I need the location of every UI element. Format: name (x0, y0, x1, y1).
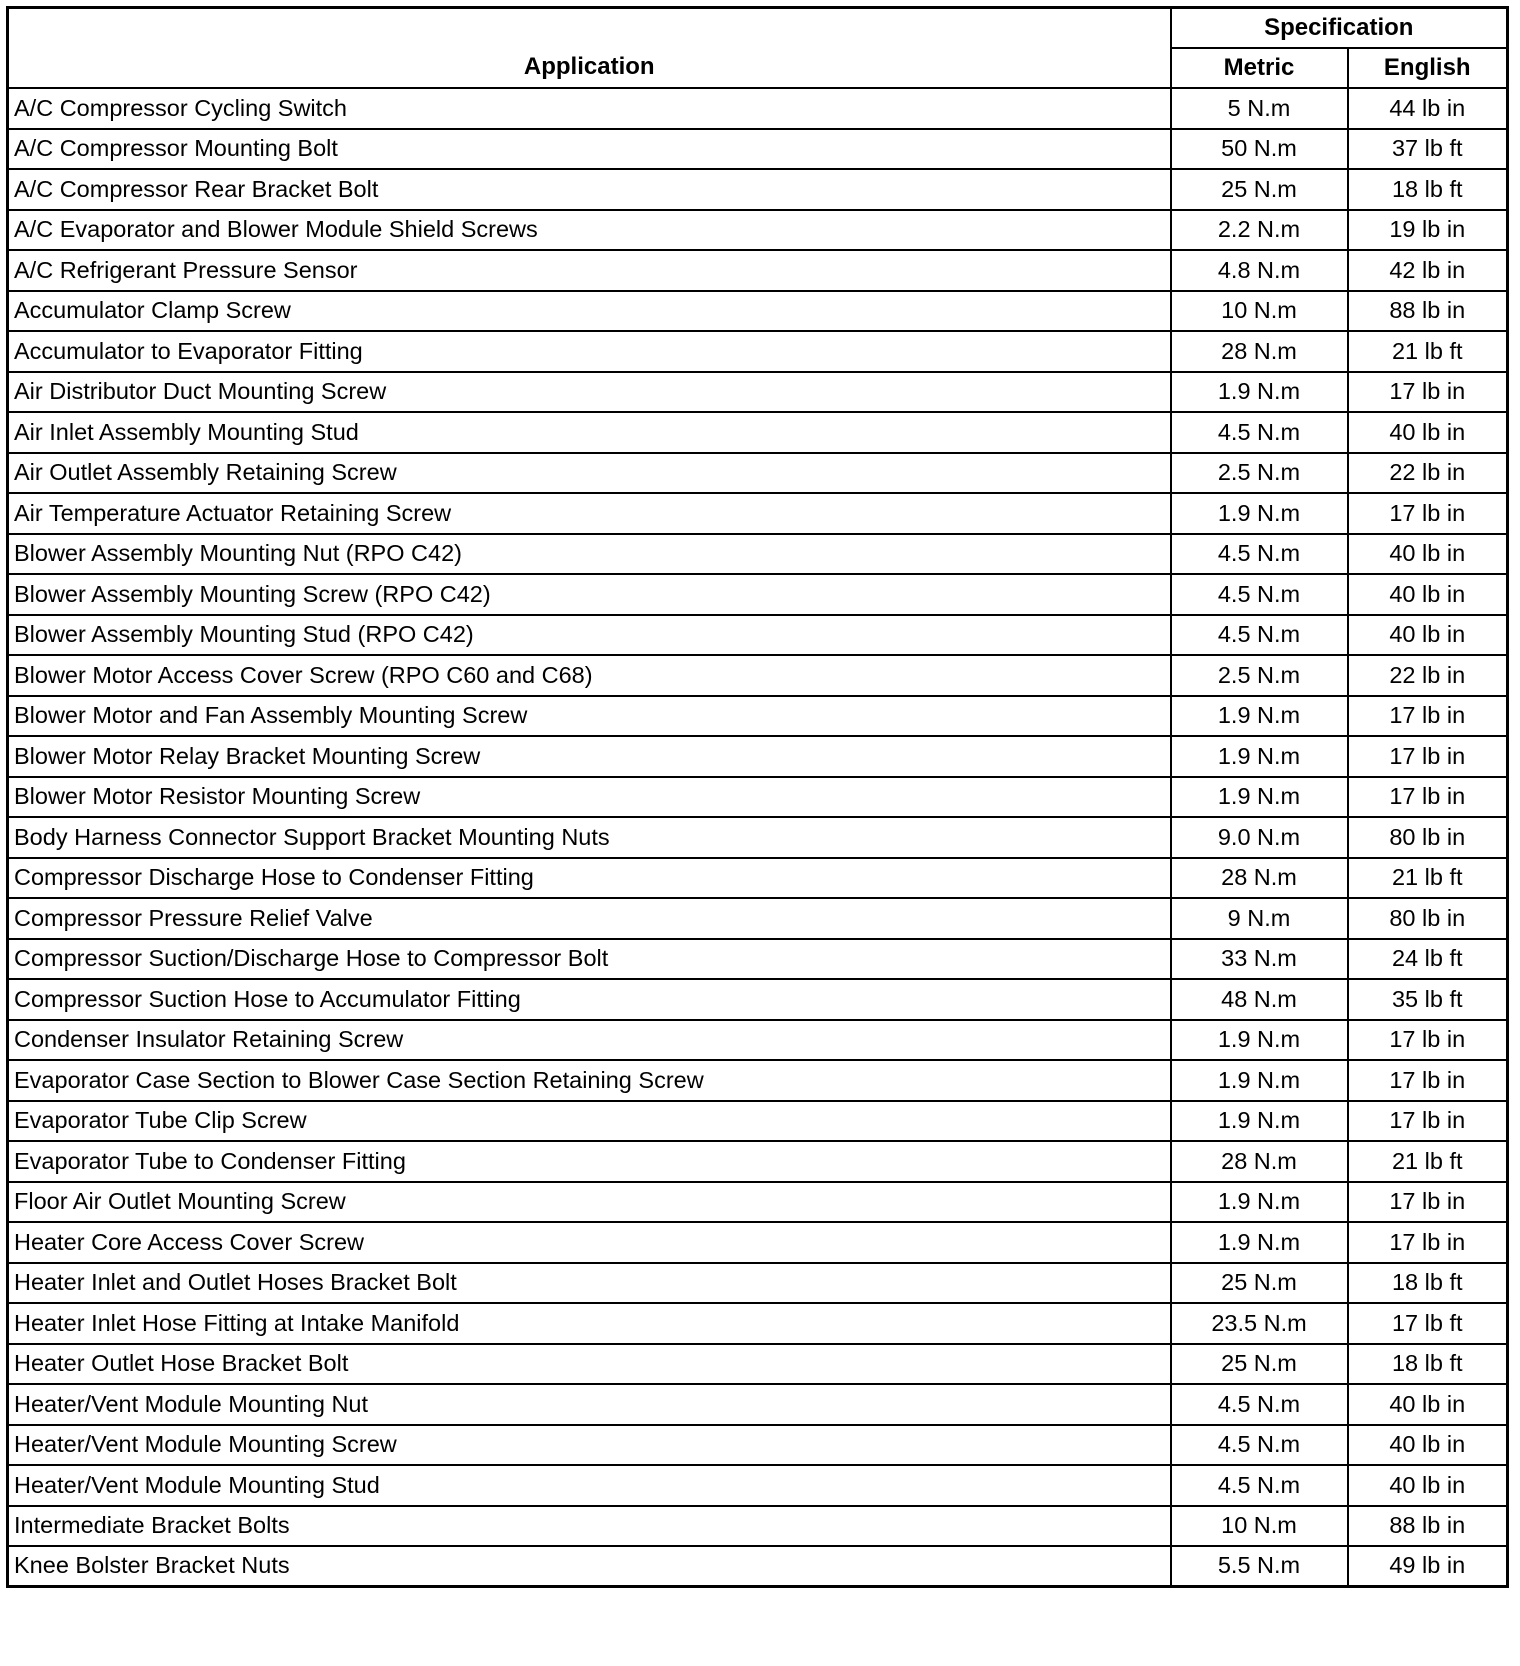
table-row (8, 1101, 1508, 1141)
english-value-cell: 17 lb in (1348, 1222, 1508, 1263)
table-row (8, 1425, 1508, 1465)
english-value-cell: 49 lb in (1348, 1546, 1508, 1587)
specification-group-header: Specification (1171, 8, 1508, 48)
metric-value-cell: 1.9 N.m (1171, 493, 1348, 534)
fastener-specification-table (6, 6, 1509, 1588)
application-cell: Compressor Discharge Hose to Condenser Fitting (8, 858, 1171, 898)
english-value-cell: 35 lb ft (1348, 979, 1508, 1020)
application-cell: Heater Inlet Hose Fitting at Intake Manifold (8, 1303, 1171, 1344)
english-value-cell: 17 lb in (1348, 777, 1508, 817)
metric-value-cell: 4.5 N.m (1171, 615, 1348, 655)
metric-value-cell: 4.8 N.m (1171, 250, 1348, 291)
table-row (8, 1546, 1508, 1587)
english-value-cell: 18 lb ft (1348, 1344, 1508, 1384)
english-value-cell: 44 lb in (1348, 88, 1508, 129)
application-cell: Blower Assembly Mounting Nut (RPO C42) (8, 534, 1171, 574)
metric-value-cell: 28 N.m (1171, 331, 1348, 372)
metric-value-cell: 5 N.m (1171, 88, 1348, 129)
metric-value-cell: 1.9 N.m (1171, 696, 1348, 736)
metric-value-cell: 9.0 N.m (1171, 817, 1348, 858)
application-cell: Blower Motor and Fan Assembly Mounting Screw (8, 696, 1171, 736)
application-cell: Compressor Suction Hose to Accumulator Fitting (8, 979, 1171, 1020)
table-row (8, 615, 1508, 655)
application-cell: Knee Bolster Bracket Nuts (8, 1546, 1171, 1587)
table-row (8, 169, 1508, 210)
english-value-cell: 40 lb in (1348, 1465, 1508, 1506)
english-value-cell: 88 lb in (1348, 291, 1508, 331)
english-value-cell: 17 lb in (1348, 493, 1508, 534)
table-row (8, 453, 1508, 493)
metric-value-cell: 4.5 N.m (1171, 1465, 1348, 1506)
table-row (8, 412, 1508, 453)
table-row (8, 655, 1508, 696)
application-cell: Heater/Vent Module Mounting Screw (8, 1425, 1171, 1465)
english-value-cell: 17 lb in (1348, 696, 1508, 736)
english-value-cell: 17 lb in (1348, 1020, 1508, 1060)
metric-value-cell: 1.9 N.m (1171, 1101, 1348, 1141)
application-cell: Evaporator Tube to Condenser Fitting (8, 1141, 1171, 1182)
table-row (8, 534, 1508, 574)
english-value-cell: 40 lb in (1348, 1425, 1508, 1465)
english-value-cell: 17 lb in (1348, 1060, 1508, 1101)
metric-value-cell: 1.9 N.m (1171, 1020, 1348, 1060)
table-row (8, 574, 1508, 615)
header-row-top (8, 8, 1508, 48)
application-cell: Condenser Insulator Retaining Screw (8, 1020, 1171, 1060)
english-value-cell: 17 lb in (1348, 1101, 1508, 1141)
metric-value-cell: 23.5 N.m (1171, 1303, 1348, 1344)
table-row (8, 250, 1508, 291)
table-row (8, 1182, 1508, 1222)
application-cell: Heater/Vent Module Mounting Stud (8, 1465, 1171, 1506)
english-value-cell: 80 lb in (1348, 817, 1508, 858)
application-cell: Body Harness Connector Support Bracket Mounting Nuts (8, 817, 1171, 858)
english-value-cell: 21 lb ft (1348, 1141, 1508, 1182)
application-cell: Heater Outlet Hose Bracket Bolt (8, 1344, 1171, 1384)
metric-value-cell: 1.9 N.m (1171, 1182, 1348, 1222)
table-row (8, 1222, 1508, 1263)
table-row (8, 1344, 1508, 1384)
application-cell: Heater Inlet and Outlet Hoses Bracket Bolt (8, 1263, 1171, 1303)
metric-value-cell: 5.5 N.m (1171, 1546, 1348, 1587)
application-cell: Blower Motor Access Cover Screw (RPO C60 and C68) (8, 655, 1171, 696)
english-value-cell: 24 lb ft (1348, 939, 1508, 979)
metric-column-header: Metric (1171, 48, 1348, 88)
metric-value-cell: 2.5 N.m (1171, 655, 1348, 696)
table-row (8, 372, 1508, 412)
metric-value-cell: 1.9 N.m (1171, 372, 1348, 412)
metric-value-cell: 4.5 N.m (1171, 1425, 1348, 1465)
application-column-header: Application (8, 8, 1171, 88)
metric-value-cell: 4.5 N.m (1171, 574, 1348, 615)
english-value-cell: 22 lb in (1348, 655, 1508, 696)
metric-value-cell: 4.5 N.m (1171, 534, 1348, 574)
metric-value-cell: 10 N.m (1171, 1506, 1348, 1546)
english-column-header: English (1348, 48, 1508, 88)
application-cell: Blower Motor Resistor Mounting Screw (8, 777, 1171, 817)
english-value-cell: 21 lb ft (1348, 858, 1508, 898)
table-row (8, 1506, 1508, 1546)
application-cell: Accumulator to Evaporator Fitting (8, 331, 1171, 372)
metric-value-cell: 10 N.m (1171, 291, 1348, 331)
application-cell: Blower Assembly Mounting Screw (RPO C42) (8, 574, 1171, 615)
metric-value-cell: 1.9 N.m (1171, 777, 1348, 817)
english-value-cell: 40 lb in (1348, 412, 1508, 453)
application-cell: Air Temperature Actuator Retaining Screw (8, 493, 1171, 534)
english-value-cell: 18 lb ft (1348, 1263, 1508, 1303)
table-row (8, 817, 1508, 858)
english-value-cell: 19 lb in (1348, 210, 1508, 250)
metric-value-cell: 9 N.m (1171, 898, 1348, 939)
table-row (8, 1303, 1508, 1344)
application-cell: Compressor Pressure Relief Valve (8, 898, 1171, 939)
application-cell: Intermediate Bracket Bolts (8, 1506, 1171, 1546)
table-row (8, 898, 1508, 939)
application-cell: Compressor Suction/Discharge Hose to Compressor Bolt (8, 939, 1171, 979)
english-value-cell: 40 lb in (1348, 534, 1508, 574)
english-value-cell: 17 lb ft (1348, 1303, 1508, 1344)
table-row (8, 736, 1508, 777)
metric-value-cell: 1.9 N.m (1171, 1060, 1348, 1101)
application-cell: Heater/Vent Module Mounting Nut (8, 1384, 1171, 1425)
metric-value-cell: 4.5 N.m (1171, 1384, 1348, 1425)
metric-value-cell: 48 N.m (1171, 979, 1348, 1020)
application-cell: Air Inlet Assembly Mounting Stud (8, 412, 1171, 453)
metric-value-cell: 2.5 N.m (1171, 453, 1348, 493)
english-value-cell: 88 lb in (1348, 1506, 1508, 1546)
application-cell: A/C Compressor Cycling Switch (8, 88, 1171, 129)
application-cell: Accumulator Clamp Screw (8, 291, 1171, 331)
metric-value-cell: 25 N.m (1171, 1344, 1348, 1384)
table-row (8, 129, 1508, 169)
metric-value-cell: 4.5 N.m (1171, 412, 1348, 453)
english-value-cell: 40 lb in (1348, 1384, 1508, 1425)
english-value-cell: 40 lb in (1348, 615, 1508, 655)
english-value-cell: 37 lb ft (1348, 129, 1508, 169)
table-row (8, 696, 1508, 736)
application-cell: Evaporator Case Section to Blower Case Section Retaining Screw (8, 1060, 1171, 1101)
table-header (8, 8, 1508, 88)
english-value-cell: 17 lb in (1348, 372, 1508, 412)
application-cell: Heater Core Access Cover Screw (8, 1222, 1171, 1263)
metric-value-cell: 50 N.m (1171, 129, 1348, 169)
table-row (8, 1020, 1508, 1060)
metric-value-cell: 28 N.m (1171, 858, 1348, 898)
table-row (8, 331, 1508, 372)
table-row (8, 939, 1508, 979)
application-cell: Blower Assembly Mounting Stud (RPO C42) (8, 615, 1171, 655)
english-value-cell: 18 lb ft (1348, 169, 1508, 210)
metric-value-cell: 33 N.m (1171, 939, 1348, 979)
application-cell: Floor Air Outlet Mounting Screw (8, 1182, 1171, 1222)
metric-value-cell: 2.2 N.m (1171, 210, 1348, 250)
metric-value-cell: 28 N.m (1171, 1141, 1348, 1182)
application-cell: Air Outlet Assembly Retaining Screw (8, 453, 1171, 493)
metric-value-cell: 25 N.m (1171, 1263, 1348, 1303)
table-row (8, 1465, 1508, 1506)
application-cell: A/C Compressor Mounting Bolt (8, 129, 1171, 169)
english-value-cell: 40 lb in (1348, 574, 1508, 615)
table-row (8, 1141, 1508, 1182)
english-value-cell: 17 lb in (1348, 1182, 1508, 1222)
application-cell: A/C Refrigerant Pressure Sensor (8, 250, 1171, 291)
table-row (8, 493, 1508, 534)
metric-value-cell: 25 N.m (1171, 169, 1348, 210)
table-row (8, 858, 1508, 898)
application-cell: Blower Motor Relay Bracket Mounting Screw (8, 736, 1171, 777)
table-row (8, 291, 1508, 331)
application-cell: A/C Compressor Rear Bracket Bolt (8, 169, 1171, 210)
english-value-cell: 22 lb in (1348, 453, 1508, 493)
table-row (8, 979, 1508, 1020)
english-value-cell: 17 lb in (1348, 736, 1508, 777)
table-row (8, 210, 1508, 250)
english-value-cell: 80 lb in (1348, 898, 1508, 939)
table-row (8, 777, 1508, 817)
english-value-cell: 21 lb ft (1348, 331, 1508, 372)
metric-value-cell: 1.9 N.m (1171, 1222, 1348, 1263)
table-body (8, 88, 1508, 1587)
table-row (8, 1263, 1508, 1303)
application-cell: Air Distributor Duct Mounting Screw (8, 372, 1171, 412)
table-row (8, 1384, 1508, 1425)
table-row (8, 88, 1508, 129)
english-value-cell: 42 lb in (1348, 250, 1508, 291)
metric-value-cell: 1.9 N.m (1171, 736, 1348, 777)
application-cell: Evaporator Tube Clip Screw (8, 1101, 1171, 1141)
application-cell: A/C Evaporator and Blower Module Shield Screws (8, 210, 1171, 250)
table-row (8, 1060, 1508, 1101)
